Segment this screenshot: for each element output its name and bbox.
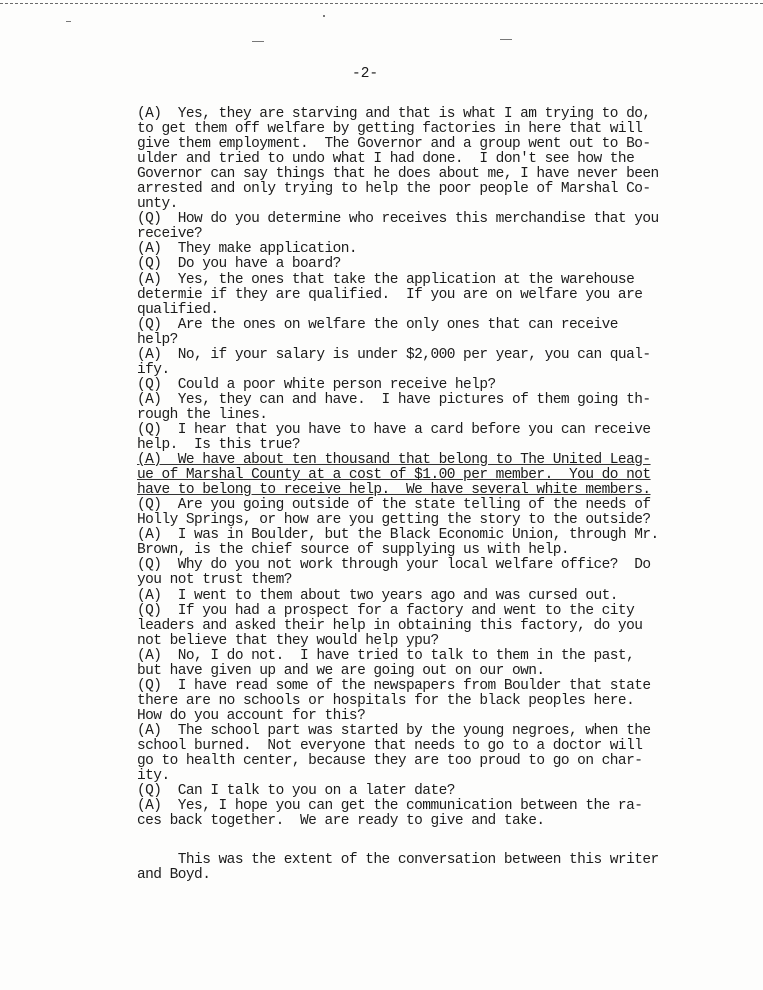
transcript-line: (A) Yes, the ones that take the application at the warehouse bbox=[137, 271, 635, 288]
transcript-line: you not trust them? bbox=[137, 572, 292, 589]
scan-speck bbox=[500, 39, 512, 40]
transcript-line: (A) Yes, they can and have. I have pictures of them going th- bbox=[137, 391, 651, 408]
scan-speck bbox=[323, 15, 325, 17]
transcript-line: (Q) Are you going outside of the state telling of the needs of bbox=[137, 497, 651, 514]
transcript-line: rough the lines. bbox=[137, 406, 268, 423]
transcript-line: leaders and asked their help in obtaining this factory, do you bbox=[137, 617, 643, 634]
transcript-line: arrested and only trying to help the poor people of Marshal Co- bbox=[137, 181, 651, 198]
transcript-line: (A) Yes, they are starving and that is what I am trying to do, bbox=[137, 106, 651, 122]
transcript-line: there are no schools or hospitals for the black peoples here. bbox=[137, 692, 635, 709]
transcript-line: ify. bbox=[137, 361, 170, 378]
transcript-line: Governor can say things that he does about me, I have never been bbox=[137, 166, 659, 183]
transcript-line: Brown, is the chief source of supplying us with help. bbox=[137, 542, 570, 559]
transcript-line: (Q) I hear that you have to have a card before you can receive bbox=[137, 421, 651, 438]
interview-transcript bbox=[137, 107, 737, 883]
transcript-line: (A) The school part was started by the young negroes, when the bbox=[137, 722, 651, 739]
transcript-line: ulder and tried to undo what I had done. I don't see how the bbox=[137, 151, 635, 168]
transcript-line: Holly Springs, or how are you getting the story to the outside? bbox=[137, 512, 651, 529]
transcript-line: determie if they are qualified. If you are on welfare you are bbox=[137, 286, 643, 303]
page-number: -2- bbox=[352, 66, 379, 82]
transcript-line: (Q) Are the ones on welfare the only ones that can receive bbox=[137, 316, 618, 333]
transcript-line: (Q) Do you have a board? bbox=[137, 256, 341, 273]
transcript-line: to get them off welfare by getting factories in here that will bbox=[137, 121, 643, 138]
transcript-line: go to health center, because they are too proud to go on char- bbox=[137, 753, 643, 770]
transcript-line: help? bbox=[137, 331, 178, 348]
transcript-line: (A) We have about ten thousand that belong to The United Leag- bbox=[137, 452, 651, 469]
transcript-line: (Q) Why do you not work through your local welfare office? Do bbox=[137, 557, 651, 574]
transcript-line: (Q) If you had a prospect for a factory and went to the city bbox=[137, 602, 635, 619]
transcript-line: give them employment. The Governor and a group went out to Bo- bbox=[137, 136, 651, 153]
transcript-line: (A) Yes, I hope you can get the communication between the ra- bbox=[137, 798, 643, 815]
transcript-line: not believe that they would help ypu? bbox=[137, 632, 439, 649]
transcript-line: have to belong to receive help. We have several white members. bbox=[137, 482, 651, 499]
scan-speck bbox=[66, 21, 71, 22]
paragraph-gap bbox=[137, 829, 737, 853]
transcript-line: qualified. bbox=[137, 301, 219, 318]
transcript-line: unty. bbox=[137, 196, 178, 213]
transcript-line: (A) I went to them about two years ago and was cursed out. bbox=[137, 587, 618, 604]
transcript-line: (Q) I have read some of the newspapers from Boulder that state bbox=[137, 677, 651, 694]
closing-line: and Boyd. bbox=[137, 867, 211, 884]
transcript-line: ity. bbox=[137, 768, 170, 785]
top-edge-border bbox=[0, 3, 763, 4]
transcript-line: school burned. Not everyone that needs to go to a doctor will bbox=[137, 737, 643, 754]
transcript-line: (Q) How do you determine who receives this merchandise that you bbox=[137, 211, 659, 228]
transcript-line: help. Is this true? bbox=[137, 437, 301, 454]
transcript-line: How do you account for this? bbox=[137, 707, 366, 724]
transcript-line: receive? bbox=[137, 226, 203, 243]
transcript-line: but have given up and we are going out on our own. bbox=[137, 662, 545, 679]
scan-speck bbox=[252, 41, 264, 42]
closing-line: This was the extent of the conversation between this writer bbox=[137, 852, 659, 869]
transcript-line: (Q) Could a poor white person receive help? bbox=[137, 376, 496, 393]
transcript-line: (A) No, if your salary is under $2,000 per year, you can qual- bbox=[137, 346, 651, 363]
transcript-line: (A) They make application. bbox=[137, 241, 358, 258]
transcript-line: (Q) Can I talk to you on a later date? bbox=[137, 783, 455, 800]
transcript-line: ces back together. We are ready to give and take. bbox=[137, 813, 545, 830]
transcript-line: (A) I was in Boulder, but the Black Economic Union, through Mr. bbox=[137, 527, 659, 544]
transcript-line: (A) No, I do not. I have tried to talk to them in the past, bbox=[137, 647, 635, 664]
transcript-line: ue of Marshal County at a cost of $1.00 per member. You do not bbox=[137, 467, 651, 484]
